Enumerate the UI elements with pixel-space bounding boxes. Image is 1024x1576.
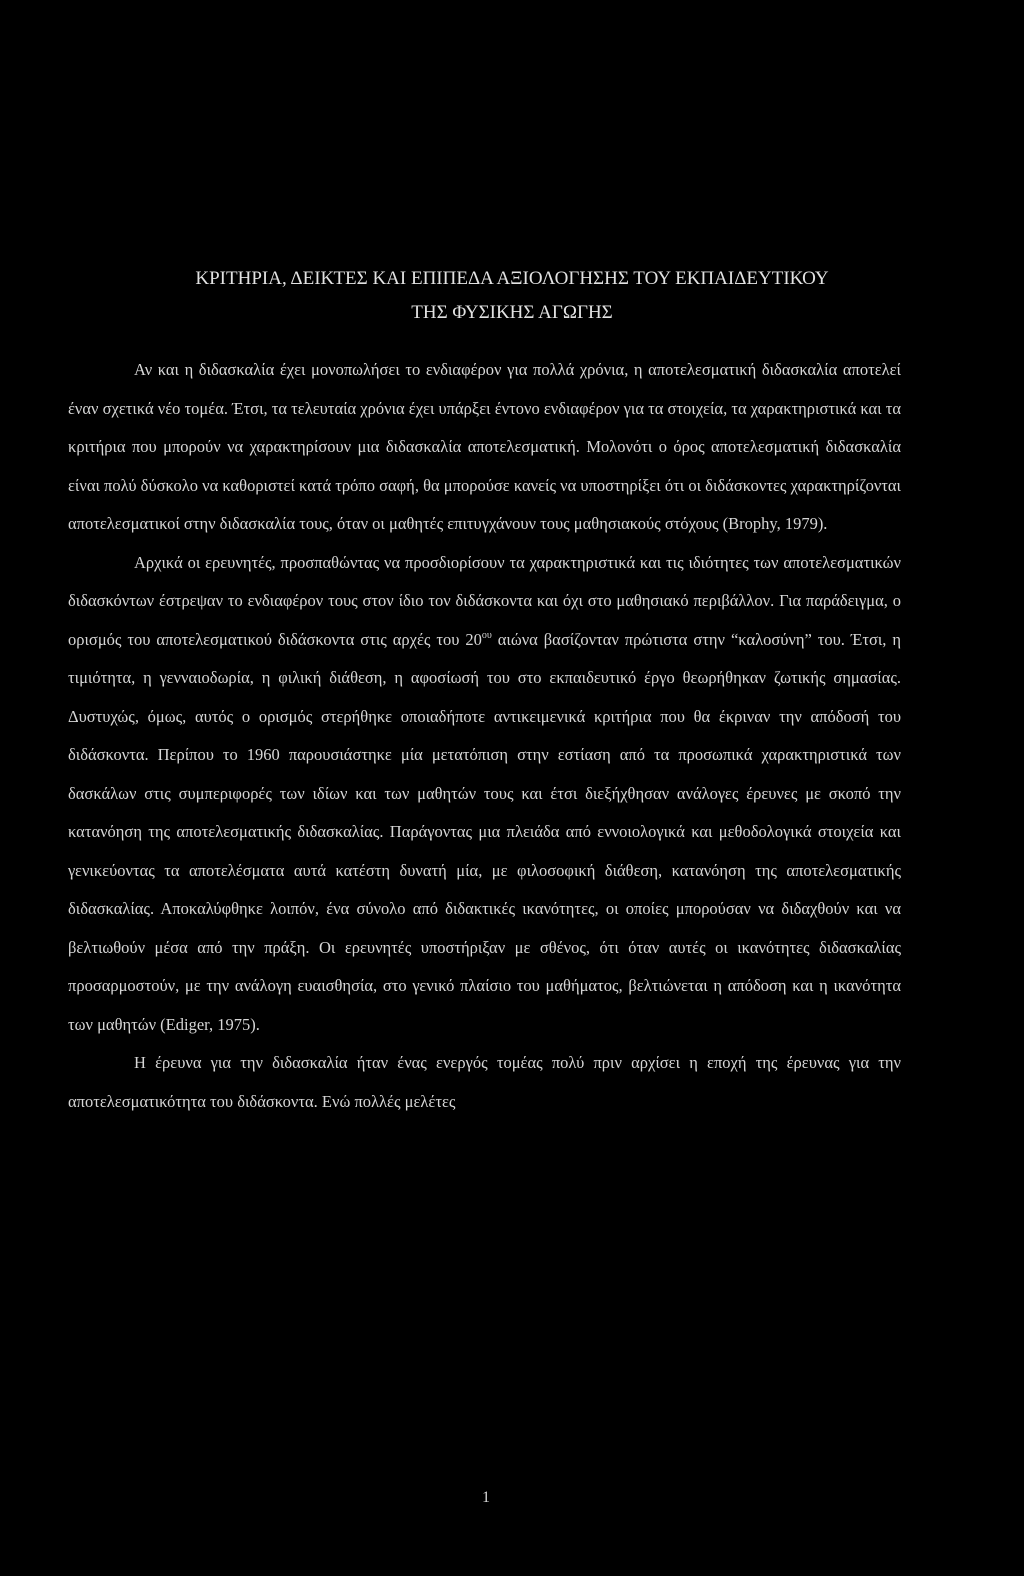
century-superscript: ου (481, 629, 492, 641)
paragraph-2 (68, 544, 901, 1045)
paragraph-3: Η έρευνα για την διδασκαλία ήταν ένας ενεργός τομέας πολύ πριν αρχίσει η εποχή της έρευνας για την αποτελεσματικότητα του διδάσκοντα. Ενώ πολλές μελέτες (68, 1053, 901, 1111)
body-text (68, 351, 901, 1121)
title-line-2: ΤΗΣ ΦΥΣΙΚΗΣ ΑΓΩΓΗΣ (411, 302, 613, 323)
title-line-1: ΚΡΙΤΗΡΙΑ, ΔΕΙΚΤΕΣ ΚΑΙ ΕΠΙΠΕΔΑ ΑΞΙΟΛΟΓΗΣΗΣ ΤΟΥ ΕΚΠΑΙΔΕΥΤΙΚΟΥ (195, 268, 829, 289)
paragraph-1: Αν και η διδασκαλία έχει μονοπωλήσει το ενδιαφέρον για πολλά χρόνια, η αποτελεσματική διδασκαλία αποτελεί έναν σχετικά νέο τομέα. Έτσι, τα τελευταία χρόνια έχει υπάρξει έντονο ενδιαφέρον για τα στοιχεία, τα χαρακτηριστικά και τα κριτήρια που μπορούν να χαρακτηρίσουν μια διδασκαλία αποτελεσματική. Μολονότι ο όρος αποτελεσματική διδασκαλία είναι πολύ δύσκολο να καθοριστεί κατά τρόπο σαφή, θα μπορούσε κανείς να υποστηρίξει ότι οι διδάσκοντες χαρακτηρίζονται αποτελεσματικοί στην διδασκαλία τους, όταν οι μαθητές επιτυγχάνουν τους μαθησιακούς στόχους (Brophy, 1979). (68, 360, 902, 533)
page-number: 1 (482, 1489, 490, 1506)
paragraph-2-text-end: αιώνα βασίζονταν πρώτιστα στην “καλοσύνη” του. Έτσι, η τιμιότητα, η γενναιοδωρία, η φιλική διάθεση, η αφοσίωσή του στο εκπαιδευτικό έργο θεωρήθηκαν ζωτικής σημασίας. Δυστυχώς, όμως, αυτός ο ορισμός στερήθηκε οποιαδήποτε αντικειμενικά κριτήρια που θα έκριναν την απόδοσή του διδάσκοντα. Περίπου το 1960 παρουσιάστηκε μία μετατόπιση στην εστίαση από τα προσωπικά χαρακτηριστικά των δασκάλων στις συμπεριφορές των ιδίων και των μαθητών τους και έτσι διεξήχθησαν ανάλογες έρευνες με σκοπό την κατανόηση της αποτελεσματικής διδασκαλίας. Παράγοντας μια πλειάδα από εννοιολογικά και μεθοδολογικά στοιχεία και γενικεύοντας τα αποτελέσματα αυτά κατέστη δυνατή μία, με φιλοσοφική διάθεση, κατανόηση της αποτελεσματικής διδασκαλίας. Αποκαλύφθηκε λοιπόν, ένα σύνολο από διδακτικές ικανότητες, οι οποίες μπορούσαν να διδαχθούν και να βελτιωθούν μέσα από την πράξη. Οι ερευνητές υποστήριξαν με σθένος, ότι όταν αυτές οι ικανότητες διδασκαλίας προσαρμοστούν, με την ανάλογη ευαισθησία, στο γενικό πλαίσιο του μαθήματος, βελτιώνεται η απόδοση και η ικανότητα των μαθητών (Ediger, 1975). (68, 629, 902, 1034)
paragraph-2-text-start: Αρχικά οι ερευνητές, προσπαθώντας να προσδιορίσουν τα χαρακτηριστικά και τις ιδιότητες των αποτελεσματικών διδασκόντων έστρεψαν το ενδιαφέρον τους στον ίδιο τον διδάσκοντα και όχι στο μαθησιακό περιβάλλον. Για παράδειγμα, ο ορισμός του αποτελεσματικού διδάσκοντα στις αρχές του 20 (68, 552, 901, 649)
document-title (60, 262, 964, 330)
